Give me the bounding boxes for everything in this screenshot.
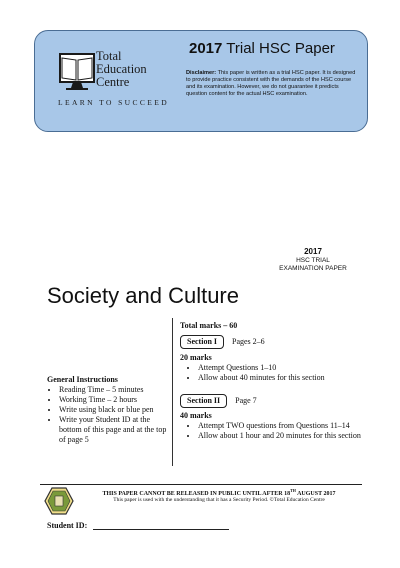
total-marks: Total marks – 60: [180, 321, 238, 330]
release-notice: [88, 488, 350, 497]
paper-title-text: Trial HSC Paper: [226, 40, 335, 57]
section-1-pages: Pages 2–6: [232, 337, 265, 346]
security-notice: This paper is used with the understanding that it has a Security Period. ©Total Education Centre: [113, 497, 325, 503]
general-instructions: [47, 375, 169, 445]
section-2-header: [180, 394, 257, 408]
paper-info-line: HSC TRIAL: [296, 256, 330, 264]
disclaimer: [186, 70, 358, 98]
section-2-items: [186, 421, 361, 441]
section-1-item: • Allow about 40 minutes for this section: [198, 373, 325, 383]
section-2-item: • Allow about 1 hour and 20 minutes for this section: [198, 431, 361, 441]
paper-info-year: 2017: [304, 247, 322, 256]
section-1-item: • Attempt Questions 1–10: [198, 363, 325, 373]
paper-title-year: 2017: [189, 40, 223, 57]
release-notice-end: AUGUST 2017: [295, 491, 336, 497]
release-notice-sup: TH: [290, 488, 296, 493]
subject-title: Society and Culture: [47, 283, 239, 308]
section-1-marks: 20 marks: [180, 353, 212, 362]
disclaimer-text: This paper is written as a trial HSC paper. It is designed to provide practice consistent with the demands of the HSC course and its examination. However, we do not guarantee it predicts question content for the actual HSC examination.: [186, 70, 356, 97]
student-id-label: Student ID:: [47, 521, 88, 530]
section-2-pages: Page 7: [235, 396, 257, 405]
instruction-item: • Write your Student ID at the bottom of this page and at the top of page 5: [59, 415, 169, 445]
paper-info-line: EXAMINATION PAPER: [279, 265, 347, 272]
disclaimer-label: Disclaimer:: [186, 70, 217, 76]
section-2-marks: 40 marks: [180, 411, 212, 420]
column-divider: [172, 318, 173, 466]
instruction-item: • Write using black or blue pen: [59, 405, 169, 415]
general-instructions-heading: General Instructions: [47, 375, 118, 384]
section-2-label: Section II: [180, 394, 227, 408]
section-1-header: [180, 335, 265, 349]
hexagon-badge-icon: [44, 487, 74, 515]
section-1-items: [186, 363, 325, 383]
logo-tagline: LEARN TO SUCCEED: [58, 98, 170, 107]
student-id-field[interactable]: [93, 529, 229, 530]
logo-word: Total: [96, 49, 122, 63]
paper-title: [189, 40, 335, 57]
logo-word: Education: [96, 62, 147, 76]
instruction-item: • Working Time – 2 hours: [59, 395, 169, 405]
section-1-label: Section I: [180, 335, 224, 349]
logo-word: Centre: [96, 75, 130, 89]
release-notice-text: THIS PAPER CANNOT BE RELEASED IN PUBLIC UNTIL AFTER 18: [102, 491, 291, 497]
section-2-item: • Attempt TWO questions from Questions 11–14: [198, 421, 361, 431]
paper-info: [270, 248, 356, 274]
instruction-item: • Reading Time – 5 minutes: [59, 385, 169, 395]
